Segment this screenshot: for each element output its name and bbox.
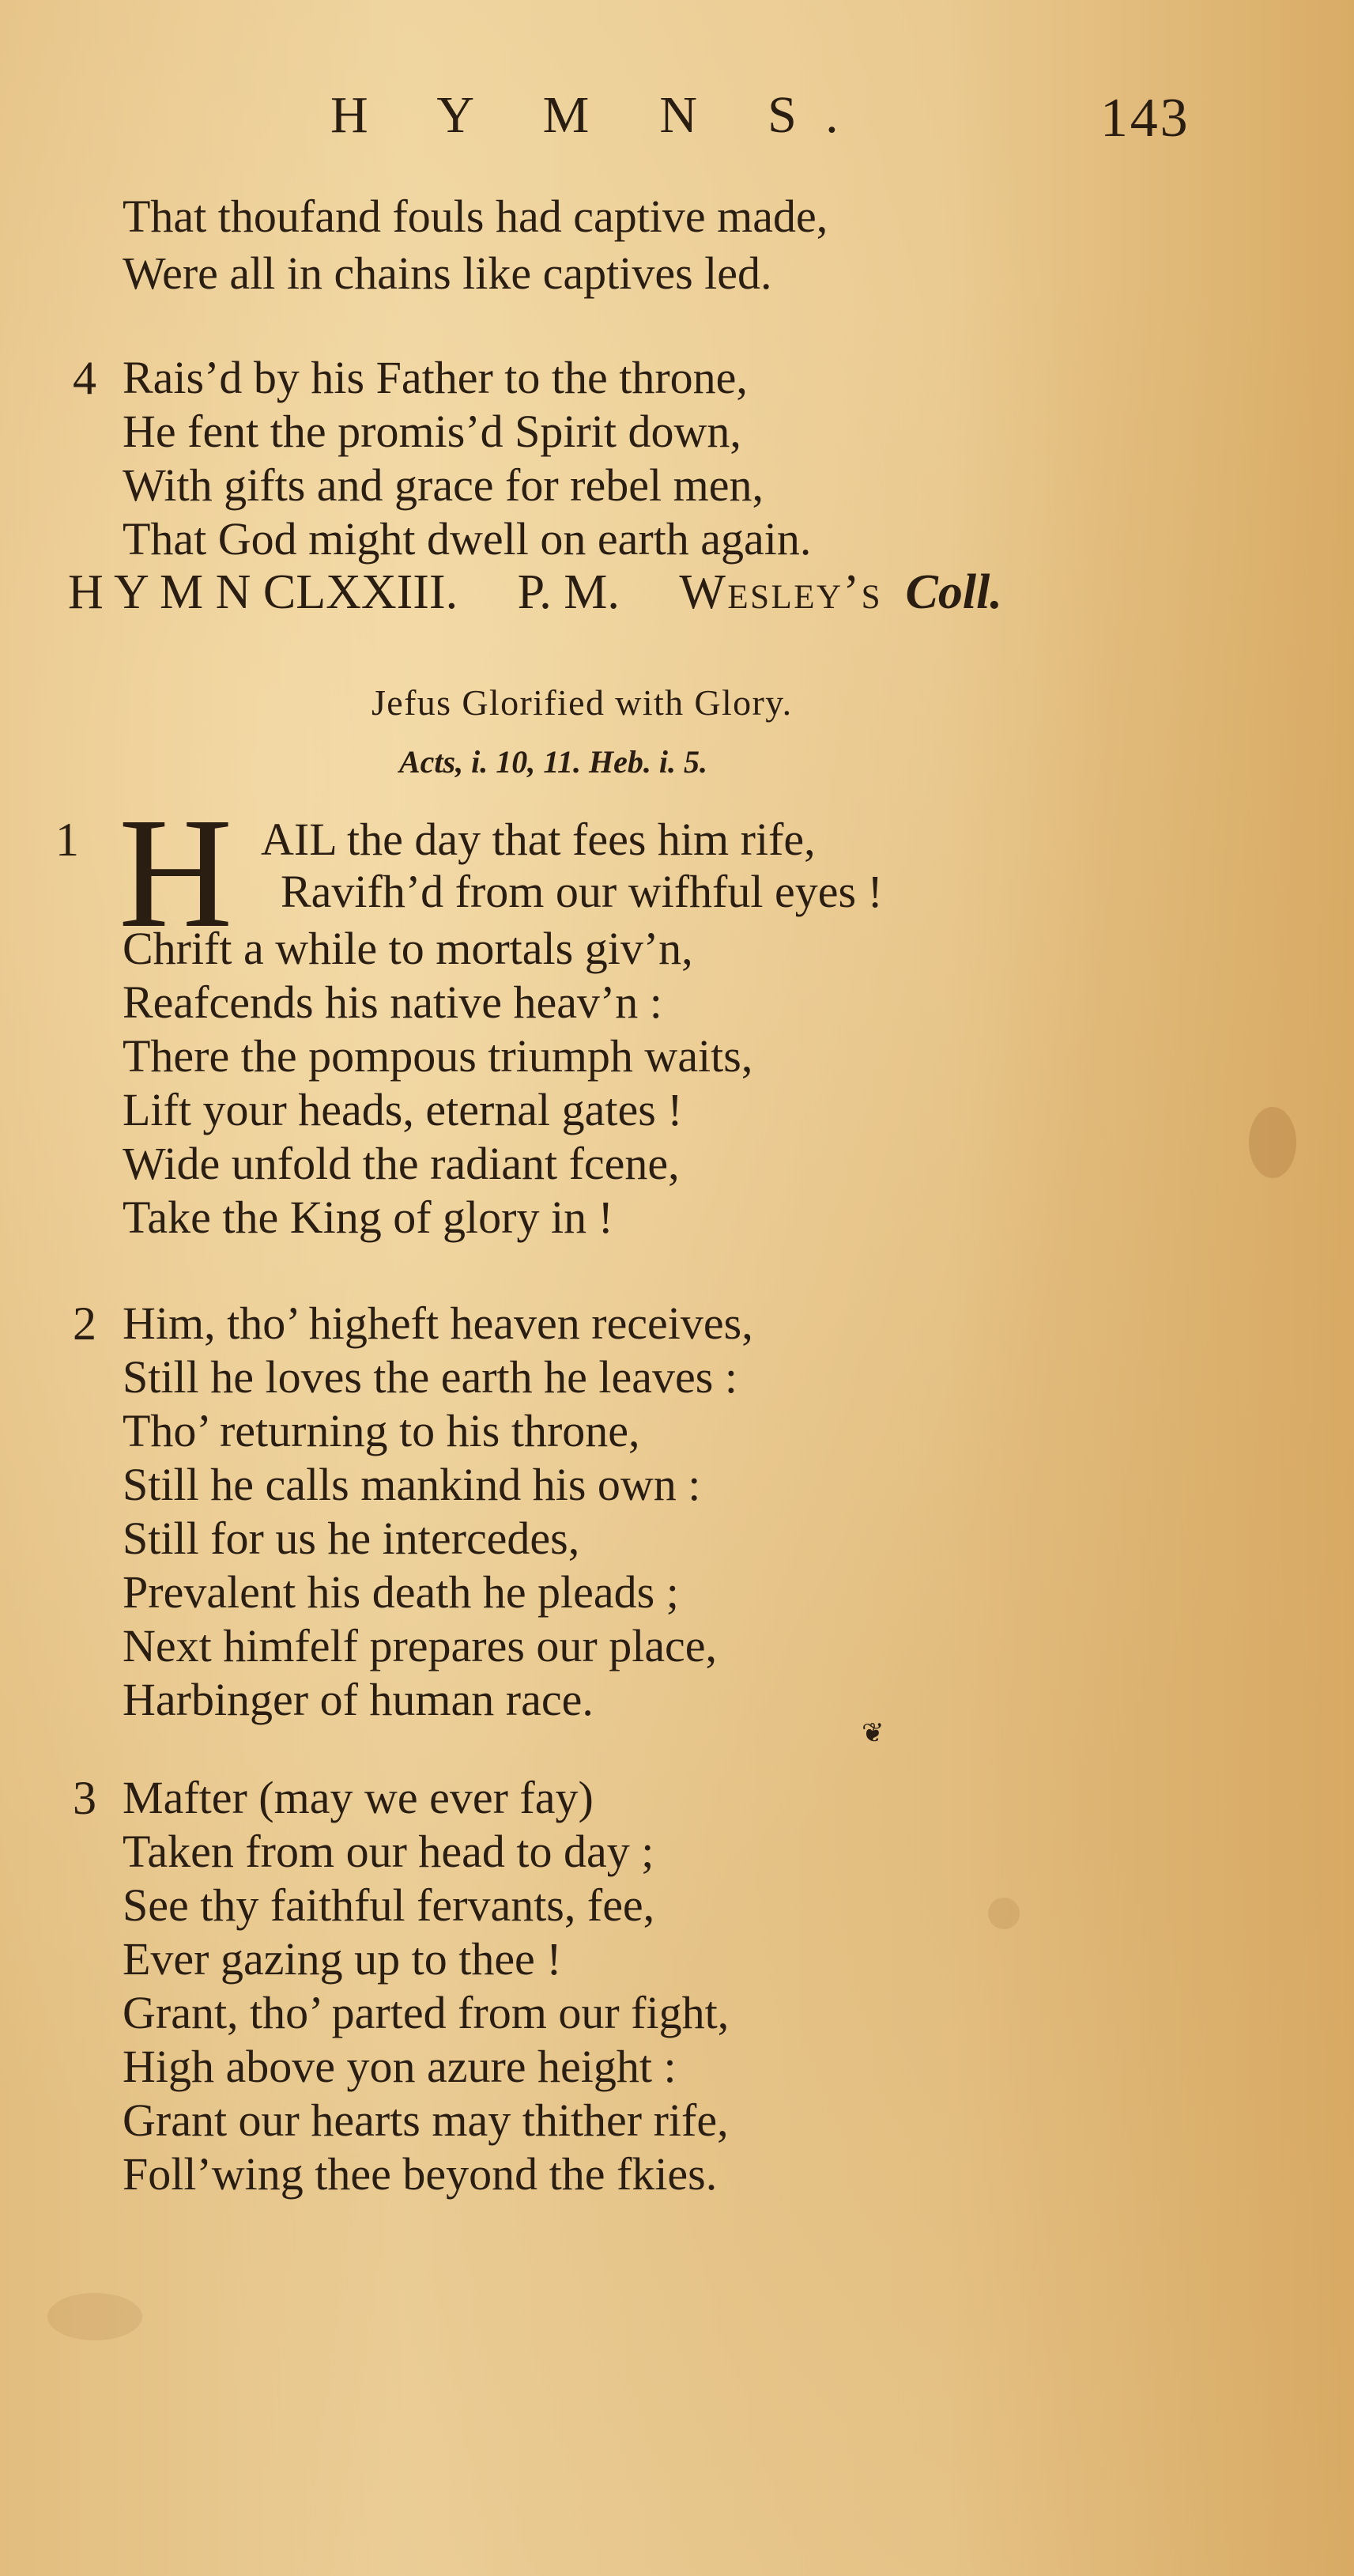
verse-line: Ever gazing up to thee ! xyxy=(123,1933,562,1985)
verse-line: He fent the promis’d Spirit down, xyxy=(123,406,741,457)
verse-line: Rais’d by his Father to the throne, xyxy=(123,352,748,403)
verse-line: Harbinger of human race. xyxy=(123,1674,594,1725)
verse-line: Him, tho’ higheft heaven receives, xyxy=(123,1297,753,1349)
scripture-references: Acts, i. 10, 11. Heb. i. 5. xyxy=(399,744,707,780)
verse-line: Still he calls mankind his own : xyxy=(123,1459,701,1510)
verse-line: With gifts and grace for rebel men, xyxy=(123,459,764,511)
paper-stain xyxy=(988,1898,1020,1929)
hymn-source-abbrev: Coll. xyxy=(905,565,1002,619)
verse-line: High above yon azure height : xyxy=(123,2041,677,2092)
verse-line: Tho’ returning to his throne, xyxy=(123,1405,640,1456)
verse-line: There the pompous triumph waits, xyxy=(123,1030,753,1082)
verse-line: Were all in chains like captives led. xyxy=(123,247,772,299)
verse-line: Still he loves the earth he leaves : xyxy=(123,1351,737,1403)
verse-line: Chrift a while to mortals giv’n, xyxy=(123,923,693,974)
drop-capital: H xyxy=(119,814,233,933)
verse-line: Lift your heads, eternal gates ! xyxy=(123,1084,683,1135)
stanza-number: 4 xyxy=(73,352,96,404)
paper-stain xyxy=(1249,1107,1296,1178)
running-head: H Y M N S. xyxy=(330,86,867,144)
paper-stain xyxy=(47,2293,142,2340)
page-number: 143 xyxy=(1100,88,1190,149)
verse-line: Next himfelf prepares our place, xyxy=(123,1620,718,1671)
verse-line: Taken from our head to day ; xyxy=(123,1826,654,1877)
verse-line: That God might dwell on earth again. xyxy=(123,513,812,565)
hymn-source: Wesley’s xyxy=(679,565,883,619)
verse-line: Grant our hearts may thither rife, xyxy=(123,2094,729,2146)
verse-line: Ravifh’d from our wifhful eyes ! xyxy=(281,866,883,917)
verse-line: Wide unfold the radiant fcene, xyxy=(123,1138,680,1189)
verse-line: Reafcends his native heav’n : xyxy=(123,976,662,1028)
stanza-number: 1 xyxy=(55,814,79,866)
hymn-meter: P. M. xyxy=(517,565,620,619)
verse-line: Mafter (may we ever fay) xyxy=(123,1772,594,1823)
verse-line: AIL the day that fees him rife, xyxy=(261,814,816,865)
ornament-icon: ❦ xyxy=(862,1719,884,1748)
verse-line: Take the King of glory in ! xyxy=(123,1192,613,1243)
verse-line: Grant, tho’ parted from our fight, xyxy=(123,1987,730,2038)
verse-line: See thy faithful fervants, fee, xyxy=(123,1879,655,1931)
verse-line: That thoufand fouls had captive made, xyxy=(123,191,828,242)
hymn-heading xyxy=(68,565,1002,621)
verse-line: Prevalent his death he pleads ; xyxy=(123,1566,679,1618)
verse-line: Still for us he intercedes, xyxy=(123,1513,580,1564)
hymn-title: Jefus Glorified with Glory. xyxy=(372,682,793,723)
stanza-number: 3 xyxy=(73,1772,96,1824)
hymn-number: H Y M N CLXXIII. xyxy=(68,565,458,619)
stanza-number: 2 xyxy=(73,1297,96,1350)
verse-line: Foll’wing thee beyond the fkies. xyxy=(123,2148,718,2200)
